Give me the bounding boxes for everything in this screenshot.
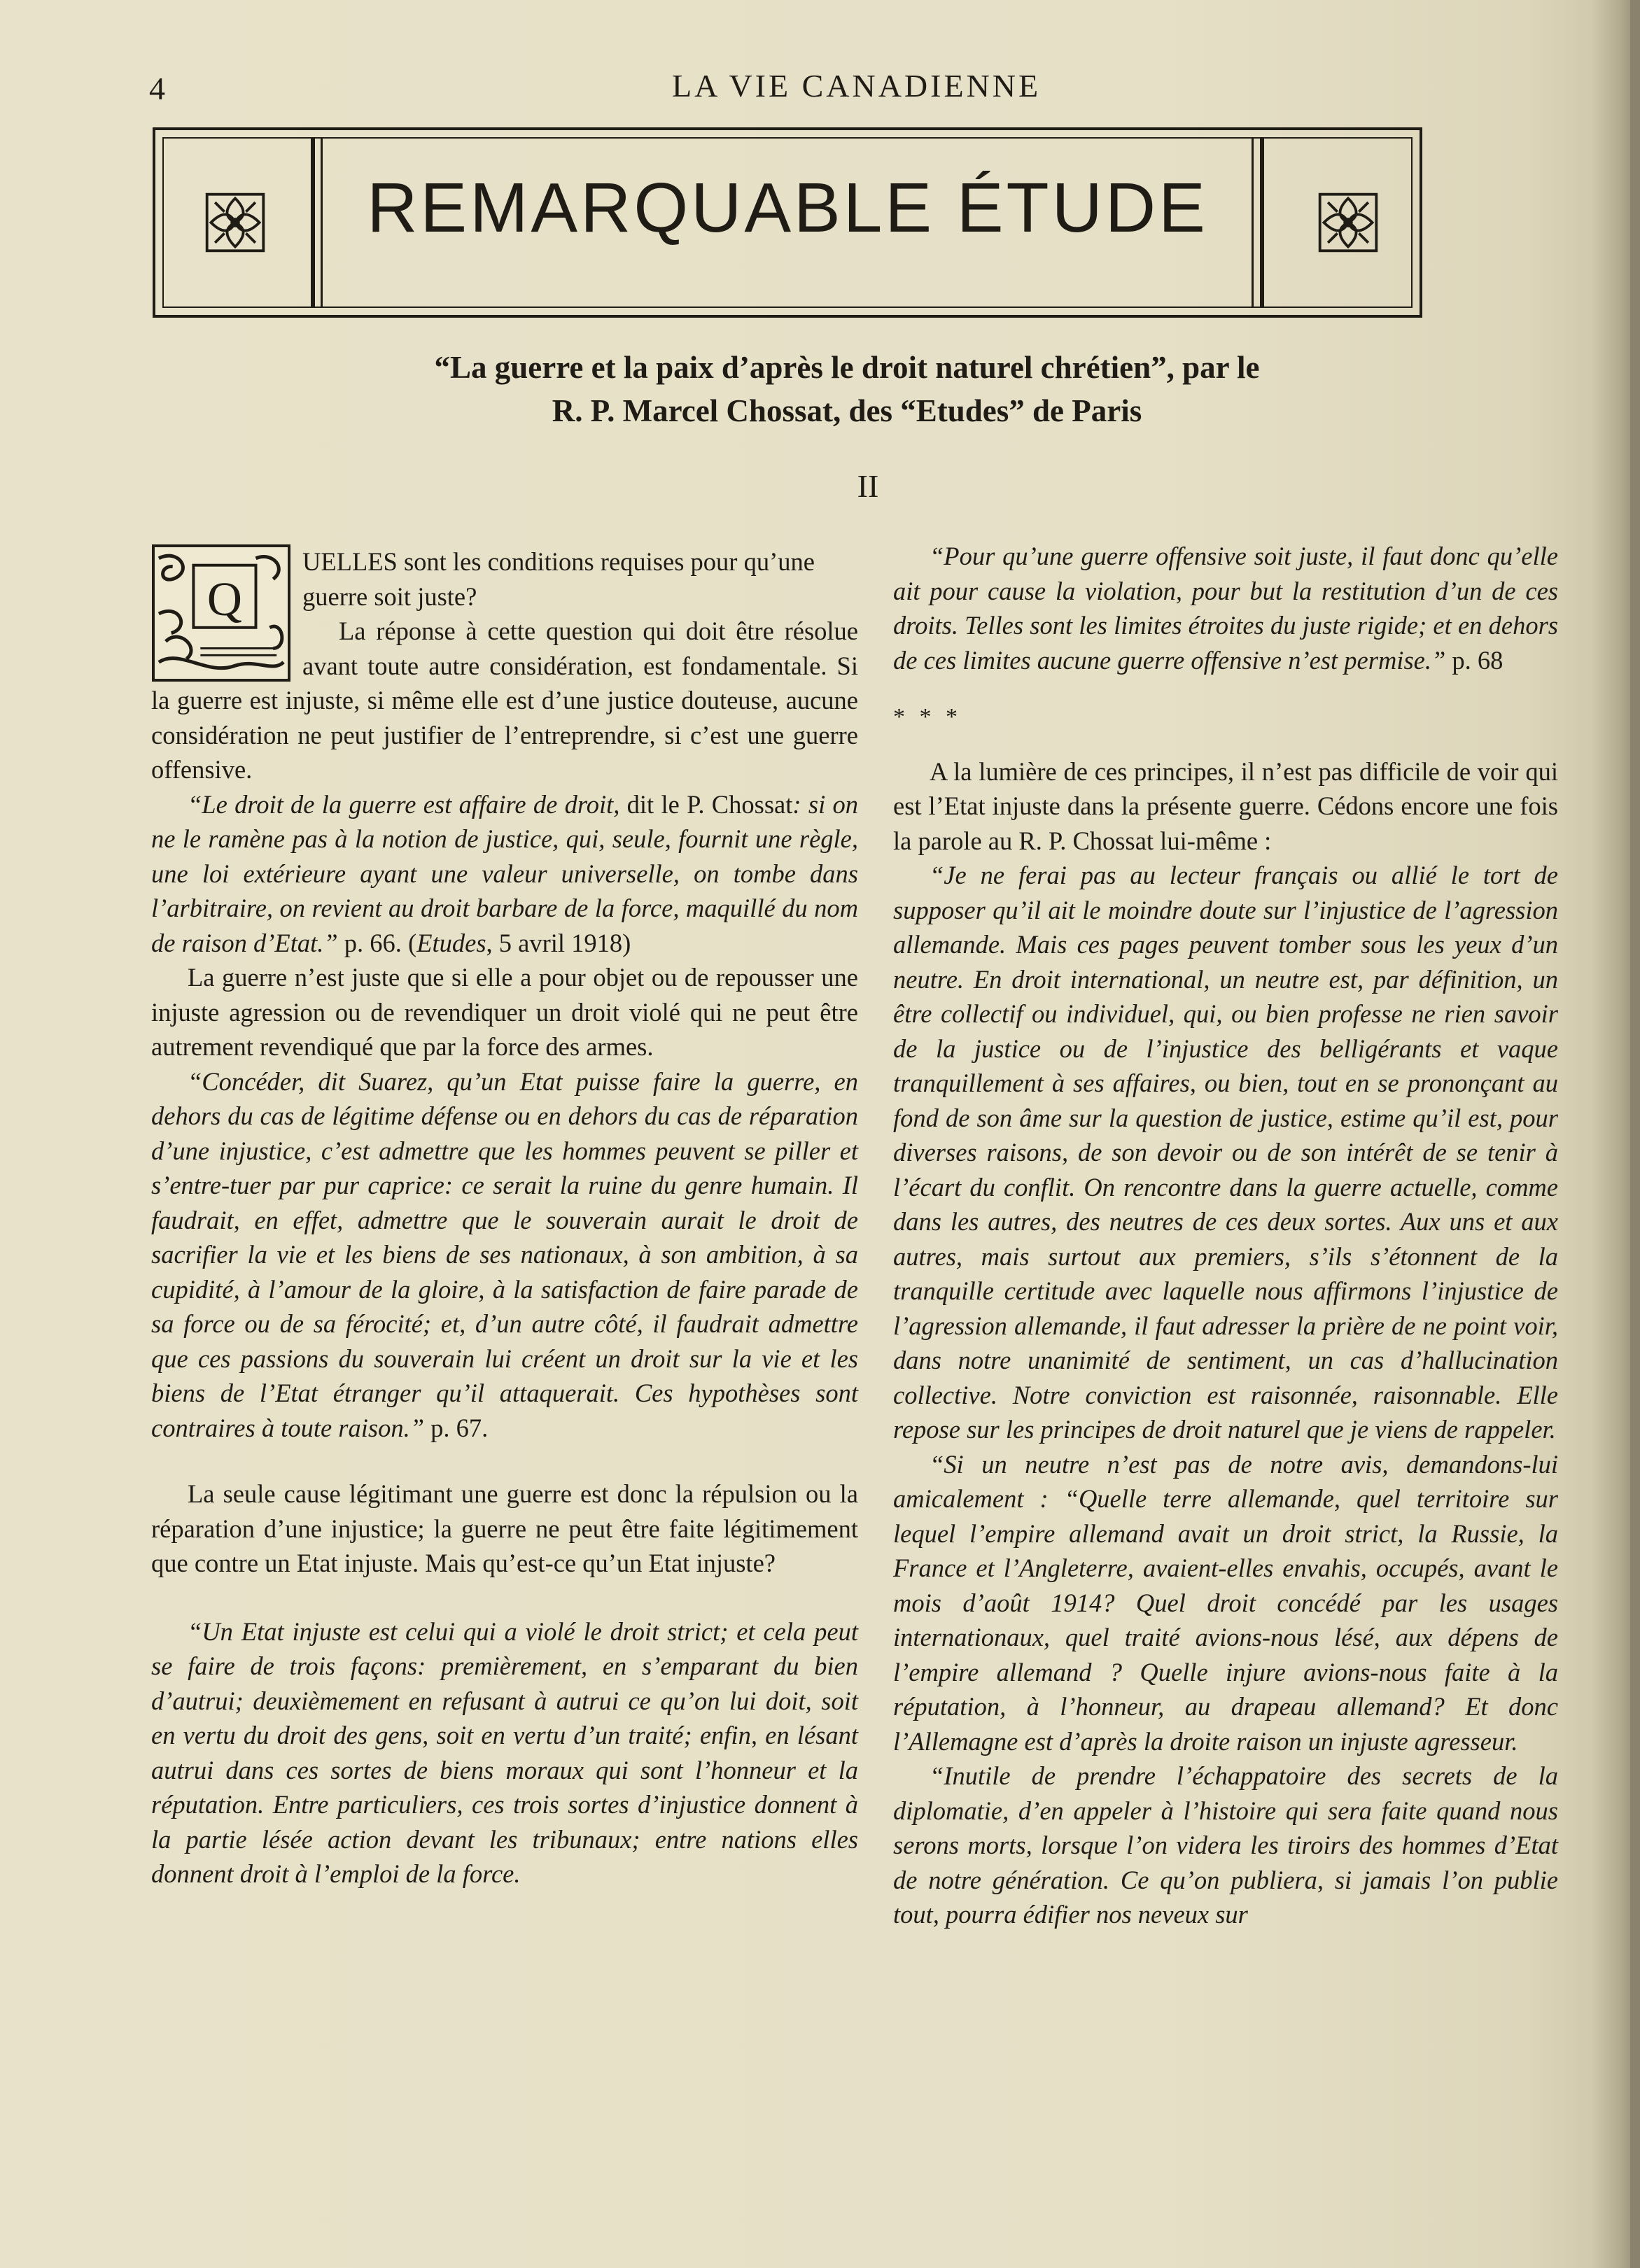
citation: p. 67. xyxy=(424,1413,489,1442)
paragraph: La réponse à cette question qui doit être résolue avant toute autre considération, est fondamentale. Si la guerre est injuste, si même elle est d’une justice douteuse, aucune considération ne peut justifier de l’entreprendre, si c’est une guerre offensive. xyxy=(151,617,858,784)
quote-text: : si on ne le ramène pas à la notion de justice, qui, seule, fournit une règle, une loi extérieure ayant une valeur universelle, on tombe dans l’arbitraire, on revient au droit barbare de la force, maquillé du nom de raison d’Etat.” xyxy=(151,789,859,957)
article-subtitle xyxy=(210,346,1484,432)
quote-text: “Concéder, dit Suarez, qu’un Etat puisse faire la guerre, en dehors du cas de légitime défense ou en dehors du cas de réparation d’une injustice, c’est admettre que les hommes peuvent se piller et s’entre-tuer par pur caprice: ce serait la ruine du genre humain. Il faudrait, en effet, admettre que le souverain aurait le droit de sacrifier la vie et les biens de ses nationaux, à son ambition, à sa cupidité, à l’amour de la gloire, à la satisfaction de faire parade de sa force ou de sa férocité; et, d’un autre côté, il faudrait admettre que ces passions du souverain lui créent un droit sur la vie et les biens de l’Etat étranger qu’il attaquerait. Ces hypothèses sont contraires à toute raison.” xyxy=(151,1066,858,1442)
quote-paragraph: “Inutile de prendre l’échappatoire des secrets de la diplomatie, d’en appeler à l’histoire qui sera faite quand nous serons morts, lorsque l’on videra les tiroirs des hommes d’Etat de notre génération. Ce qu’on publiera, si jamais l’on publie tout, pourra édifier nos neveux sur xyxy=(893,1761,1558,1929)
paragraph: UELLES sont les conditions requises pour qu’une guerre soit juste? xyxy=(302,547,815,611)
running-title: LA VIE CANADIENNE xyxy=(672,68,1042,104)
right-column xyxy=(893,539,1558,1932)
citation: p. 68 xyxy=(1445,645,1504,675)
paragraph: La seule cause légitimant une guerre est donc la répulsion ou la réparation d’une injustice; la guerre ne peut être faite légitimement que contre un Etat injuste. Mais qu’est-ce qu’un Etat injuste? xyxy=(151,1479,858,1577)
page-edge xyxy=(1630,0,1640,2268)
drop-cap-ornament xyxy=(151,544,291,683)
quote-paragraph: “Un Etat injuste est celui qui a violé le droit strict; et cela peut se faire de trois façons: premièrement, en s’emparant du bien d’autrui; deuxièmement en refusant à autrui ce qu’on lui doit, soit en vertu du droit des gens, soit en vertu d’un traité; enfin, en lésant autrui dans ces sortes de biens moraux qui sont l’honneur et la réputation. Entre particuliers, ces trois sortes d’injustice donnent à la partie lésée action devant les tribunaux; entre nations elles donnent droit à l’emploi de la force. xyxy=(151,1617,858,1888)
title-banner xyxy=(153,127,1425,321)
article-title: REMARQUABLE ÉTUDE xyxy=(367,169,1208,247)
paragraph: La guerre n’est juste que si elle a pour objet ou de repousser une injuste agression ou de revendiquer un droit violé qui ne peut être autrement revendiqué que par la force des armes. xyxy=(151,963,858,1061)
quote-paragraph: “Si un neutre n’est pas de notre avis, demandons-lui amicalement : “Quelle terre allemande, quel territoire sur lequel l’empire allemand avait un droit strict, la Russie, la France et l’Angleterre, avaient-elles envahis, occupés, avant le mois d’août 1914? Quel droit concédé par les usages internationaux, quel traité avions-nous lésé, aux dépens de l’empire allemand ? Quelle injure avions-nous faite à la réputation, à l’honneur, au drapeau allemand? Et donc l’Allemagne est d’après la droite raison un injuste agresseur. xyxy=(893,1449,1558,1756)
quote-text: “Le droit de la guerre est affaire de droit, xyxy=(188,789,620,819)
attribution: dit le P. Chossat xyxy=(619,789,793,819)
citation: , 5 avril 1918) xyxy=(486,928,631,957)
section-separator: * * * xyxy=(893,704,962,730)
page-number: 4 xyxy=(149,71,165,106)
quote-text: “Pour qu’une guerre offensive soit juste, il faut donc qu’elle ait pour cause la violation, pour but la restitution d’un de ces droits. Telles sont les limites étroites du juste rigide; et en dehors de ces limites aucune guerre offensive n’est permise.” xyxy=(893,542,1558,675)
paragraph xyxy=(151,1064,858,1446)
subtitle-line-1: “La guerre et la paix d’après le droit naturel chrétien”, par le xyxy=(434,350,1260,385)
drop-cap-letter: Q xyxy=(206,571,242,626)
subtitle-line-2: R. P. Marcel Chossat, des “Etudes” de Paris xyxy=(552,393,1142,428)
paragraph xyxy=(151,787,858,961)
paragraph: A la lumière de ces principes, il n’est pas difficile de voir qui est l’Etat injuste dans la présente guerre. Cédons encore une fois la parole au R. P. Chossat lui-même : xyxy=(893,756,1558,855)
quote-paragraph: “Je ne ferai pas au lecteur français ou allié le tort de supposer qu’il ait le moindre doute sur l’injustice de l’agression allemande. Mais ces pages peuvent tomber sous les yeux d’un neutre. En droit international, un neutre est, par définition, un être collectif ou individuel, qui, ou bien professe ne rien savoir de la justice ou de l’injustice des belligérants et vaque tranquillement à ses affaires, ou bien, tout en se prononçant au fond de son âme sur la question de justice, estime qu’il est, pour diverses raisons, de son devoir ou de son intérêt de se tenir à l’écart du conflit. On rencontre dans la guerre actuelle, comme dans les autres, des neutres de ces deux sortes. Aux uns et aux autres, mais surtout aux premiers, s’ils s’étonnent de la tranquille certitude avec laquelle nous affirmons l’injustice de l’agression allemande, il faut adresser la prière de ne point voir, dans notre unanimité de sentiment, un cas d’hallucination collective. Notre conviction est raisonnée, raisonnable. Elle repose sur les principes de droit naturel que je viens de rappeler. xyxy=(893,861,1558,1444)
left-column xyxy=(151,544,858,1892)
section-number: II xyxy=(857,468,879,504)
citation: p. 66. ( xyxy=(337,928,417,957)
paragraph xyxy=(893,539,1558,677)
citation-source: Etudes xyxy=(416,928,486,957)
